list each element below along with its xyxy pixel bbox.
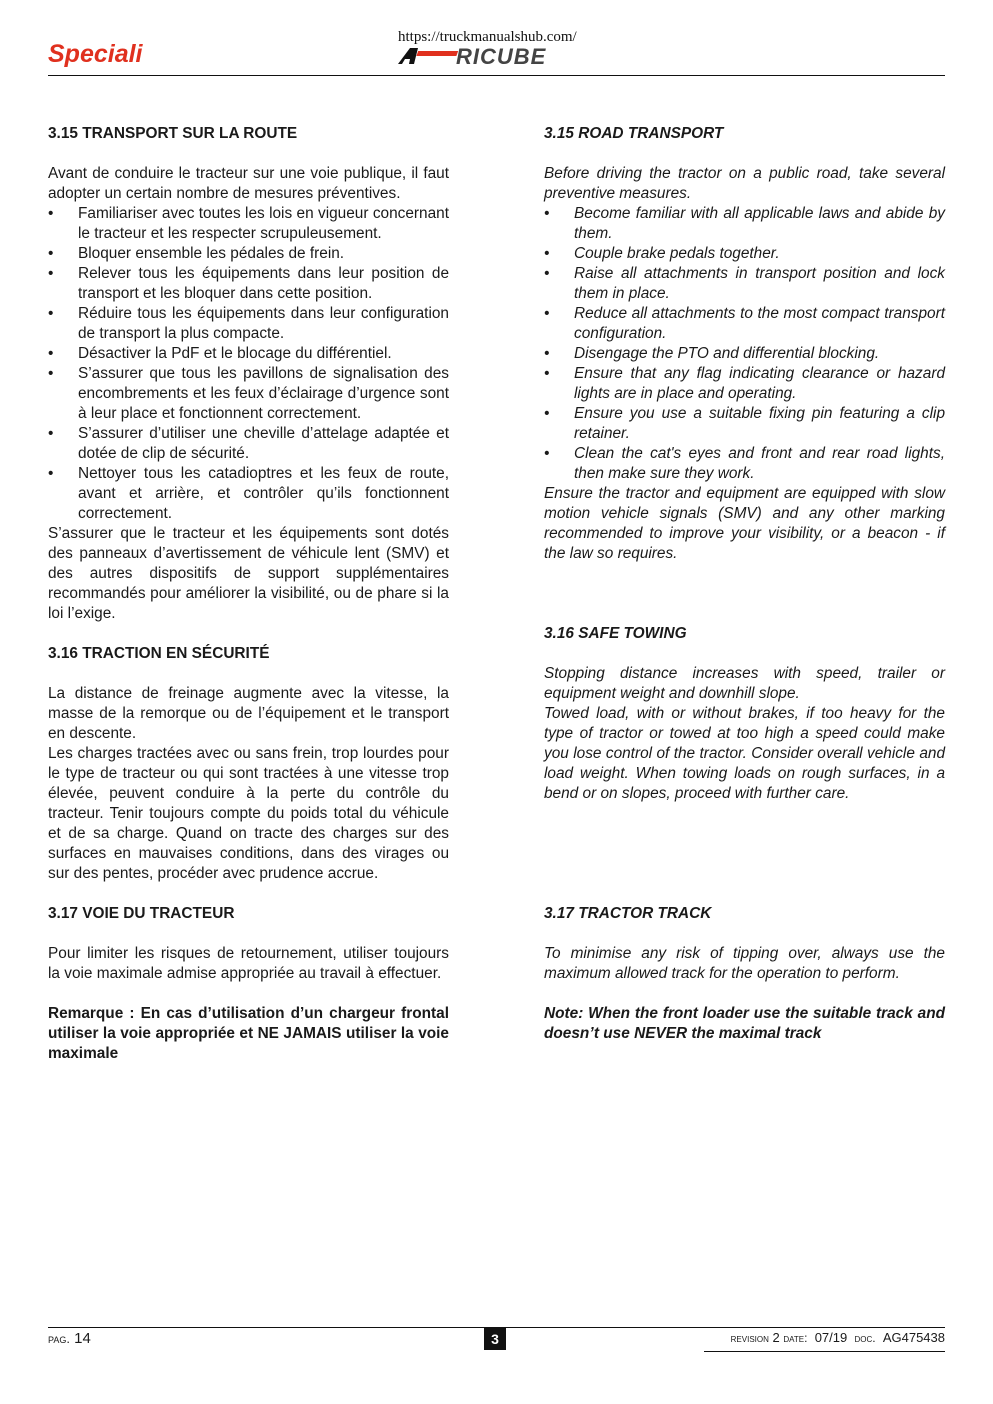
list-item: • Familiariser avec toutes les lois en vigueur concernant le tracteur et les respecter scrupuleusement. <box>48 204 449 244</box>
source-url[interactable]: https://truckmanualshub.com/ <box>398 29 577 45</box>
page-number: pag. 14 <box>48 1330 91 1347</box>
list-item: • Nettoyer tous les catadioptres et les feux de route, avant et arrière, et contrôler qu’ils fonctionnent correctement. <box>48 464 449 524</box>
section-title-3-15-fr: 3.15 TRANSPORT SUR LA ROUTE <box>48 125 298 142</box>
section-number-badge: 3 <box>484 1328 506 1350</box>
paragraph: To minimise any risk of tipping over, always use the maximum allowed track for the operation to perform. <box>544 945 945 982</box>
paragraph: Stopping distance increases with speed, trailer or equipment weight and downhill slope. <box>544 665 945 702</box>
section-title-3-17-fr: 3.17 VOIE DU TRACTEUR <box>48 905 235 922</box>
paragraph: La distance de freinage augmente avec la vitesse, la masse de la remorque ou de l’équipement et le transport en descente. <box>48 685 449 742</box>
note-paragraph: Remarque : En cas d’utilisation d’un chargeur frontal utiliser la voie appropriée et NE JAMAIS utiliser la voie maximale <box>48 1005 449 1062</box>
french-column <box>48 124 449 1064</box>
list-item: • Raise all attachments in transport position and lock them in place. <box>544 264 945 304</box>
list-item: • Bloquer ensemble les pédales de frein. <box>48 244 449 264</box>
list-item: • Couple brake pedals together. <box>544 244 945 264</box>
bullet-list <box>48 204 449 524</box>
section-title-3-15-en: 3.15 ROAD TRANSPORT <box>544 125 724 142</box>
paragraph: Avant de conduire le tracteur sur une voie publique, il faut adopter un certain nombre de mesures préventives. <box>48 165 449 202</box>
list-item: • Ensure that any flag indicating clearance or hazard lights are in place and operating. <box>544 364 945 404</box>
list-item: • S’assurer d’utiliser une cheville d’attelage adaptée et dotée de clip de sécurité. <box>48 424 449 464</box>
list-item: • Become familiar with all applicable laws and abide by them. <box>544 204 945 244</box>
paragraph: Ensure the tractor and equipment are equipped with slow motion vehicle signals (SMV) and any other marking recommended to improve your visibility, or a beacon - if the law so requires. <box>544 485 945 562</box>
list-item: • Relever tous les équipements dans leur position de transport et les bloquer dans cette position. <box>48 264 449 304</box>
list-item: • Désactiver la PdF et le blocage du différentiel. <box>48 344 449 364</box>
section-title-3-17-en: 3.17 TRACTOR TRACK <box>544 905 712 922</box>
section-title-3-16-en: 3.16 SAFE TOWING <box>544 625 687 642</box>
english-column <box>544 124 945 1044</box>
paragraph: S’assurer que le tracteur et les équipements sont dotés des panneaux d’avertissement de véhicule lent (SMV) et des autres dispositifs de support supplémentaires recommandés pour améliorer la visibilité, ou de phare si la loi l’exige. <box>48 525 449 622</box>
list-item: • Clean the cat's eyes and front and rear road lights, then make sure they work. <box>544 444 945 484</box>
brand-title: Speciali <box>48 40 143 68</box>
paragraph: Towed load, with or without brakes, if too heavy for the type of tractor or towed at too high a speed could make you lose control of the tractor. Consider overall vehicle and load weight. When towing loads on rough surfaces, in a bend or on slopes, proceed with further care. <box>544 705 945 802</box>
list-item: • Réduire tous les équipements dans leur configuration de transport la plus compacte. <box>48 304 449 344</box>
footer-rule-right <box>704 1351 945 1352</box>
list-item: • S’assurer que tous les pavillons de signalisation des encombrements et les feux d’éclairage d’urgence sont à leur place et fonctionnent correctement. <box>48 364 449 424</box>
paragraph: Before driving the tractor on a public road, take several preventive measures. <box>544 165 945 202</box>
list-item: • Reduce all attachments to the most compact transport configuration. <box>544 304 945 344</box>
paragraph: Pour limiter les risques de retournement, utiliser toujours la voie maximale admise appropriée au travail à effectuer. <box>48 945 449 982</box>
section-title-3-16-fr: 3.16 TRACTION EN SÉCURITÉ <box>48 645 270 662</box>
revision-info: revision 2 date: 07/19 doc. AG475438 <box>730 1330 945 1345</box>
note-paragraph: Note: When the front loader use the suitable track and doesn’t use NEVER the maximal track <box>544 1005 945 1042</box>
bullet-list <box>544 204 945 484</box>
list-item: • Ensure you use a suitable fixing pin featuring a clip retainer. <box>544 404 945 444</box>
agricube-logo <box>396 46 596 66</box>
paragraph: Les charges tractées avec ou sans frein, trop lourdes pour le type de tracteur ou qui sont tractées à une vitesse trop élevée, peuvent conduire à la perte du contrôle du tracteur. Tenir toujours compte du poids total du véhicule et de sa charge. Quand on tracte des charges sur des surfaces en mauvaises conditions, dans des virages ou sur des pentes, procéder avec prudence accrue. <box>48 745 449 882</box>
list-item: • Disengage the PTO and differential blocking. <box>544 344 945 364</box>
header-rule <box>48 75 945 76</box>
svg-text:RICUBE: RICUBE <box>456 46 547 66</box>
